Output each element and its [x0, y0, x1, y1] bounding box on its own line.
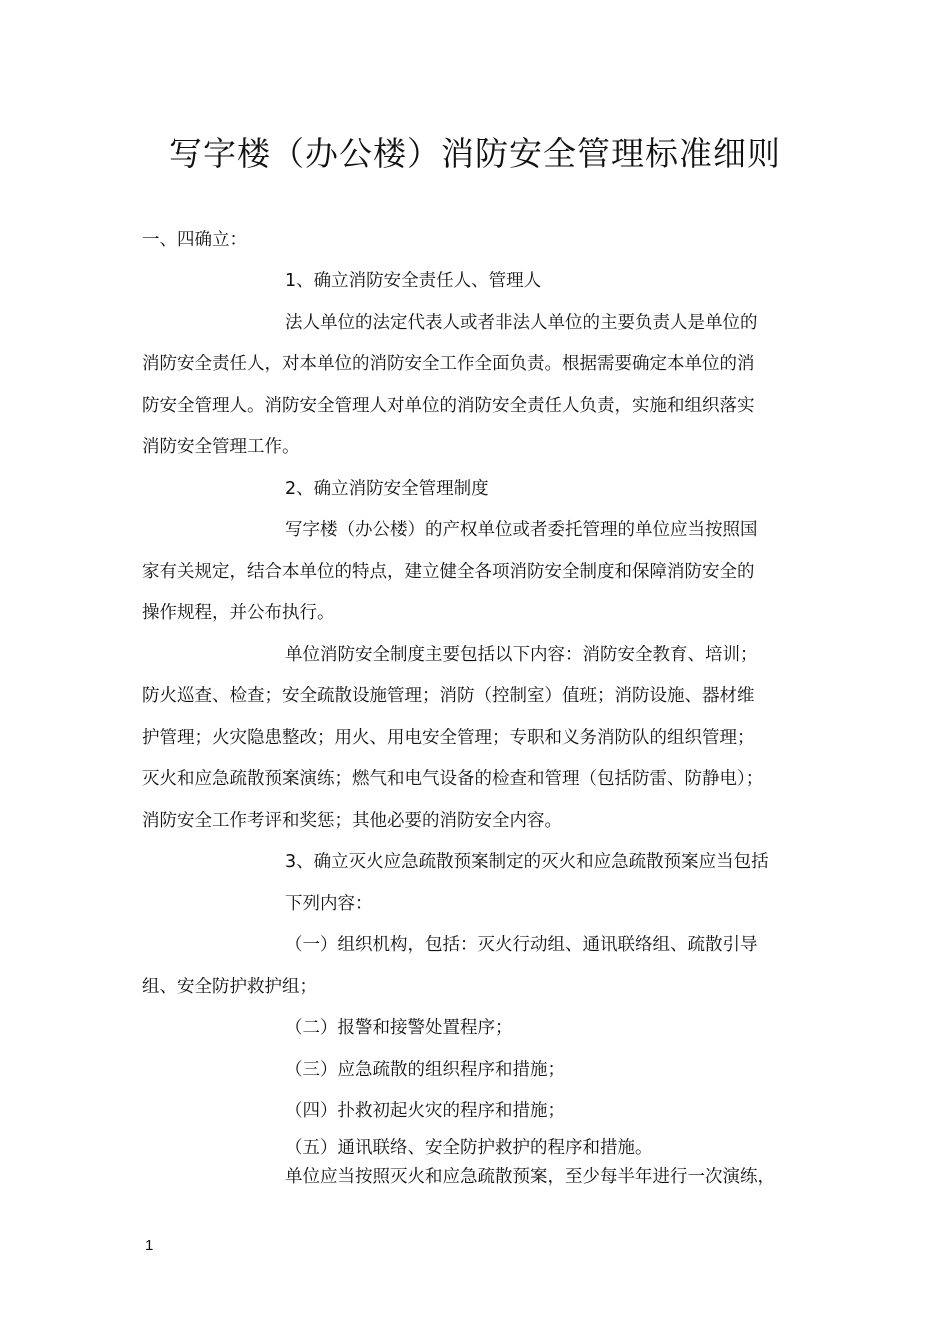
section-heading: 一、四确立： [142, 230, 247, 250]
paragraph-line: 消防安全工作考评和奖惩；其他必要的消防安全内容。 [142, 811, 562, 831]
subsection-heading: 3、确立灭火应急疏散预案制定的灭火和应急疏散预案应当包括 [285, 852, 769, 872]
list-item: （三）应急疏散的组织程序和措施； [285, 1060, 565, 1080]
subsection-heading: 1、确立消防安全责任人、管理人 [285, 271, 542, 291]
paragraph-line: 操作规程，并公布执行。 [142, 603, 335, 623]
paragraph-line: 单位消防安全制度主要包括以下内容：消防安全教育、培训； [285, 645, 758, 665]
list-item: （五）通讯联络、安全防护救护的程序和措施。 [285, 1138, 653, 1158]
document-title: 写字楼（办公楼）消防安全管理标准细则 [169, 134, 781, 173]
paragraph-line: 单位应当按照灭火和应急疏散预案，至少每半年进行一次演练， [285, 1167, 775, 1187]
paragraph-line: 灭火和应急疏散预案演练；燃气和电气设备的检查和管理（包括防雷、防静电）； [142, 769, 764, 789]
subsection-heading: 下列内容： [285, 894, 373, 914]
paragraph-line: 写字楼（办公楼）的产权单位或者委托管理的单位应当按照国 [285, 520, 758, 540]
paragraph-line: 消防安全管理工作。 [142, 437, 300, 457]
paragraph-line: 防火巡查、检查；安全疏散设施管理；消防（控制室）值班；消防设施、器材维 [142, 686, 755, 706]
paragraph-line: 法人单位的法定代表人或者非法人单位的主要负责人是单位的 [285, 313, 758, 333]
list-item: （二）报警和接警处置程序； [285, 1018, 513, 1038]
paragraph-line: 消防安全责任人，对本单位的消防安全工作全面负责。根据需要确定本单位的消 [142, 354, 755, 374]
paragraph-line: 防安全管理人。消防安全管理人对单位的消防安全责任人负责，实施和组织落实 [142, 396, 755, 416]
subsection-heading: 2、确立消防安全管理制度 [285, 479, 489, 499]
page-number: 1 [145, 1237, 154, 1254]
paragraph-line: 家有关规定，结合本单位的特点，建立健全各项消防安全制度和保障消防安全的 [142, 562, 755, 582]
list-item: （一）组织机构，包括：灭火行动组、通讯联络组、疏散引导 [285, 935, 758, 955]
paragraph-line: 护管理；火灾隐患整改；用火、用电安全管理；专职和义务消防队的组织管理； [142, 728, 755, 748]
list-item: （四）扑救初起火灾的程序和措施； [285, 1101, 565, 1121]
list-item: 组、安全防护救护组； [142, 977, 317, 997]
